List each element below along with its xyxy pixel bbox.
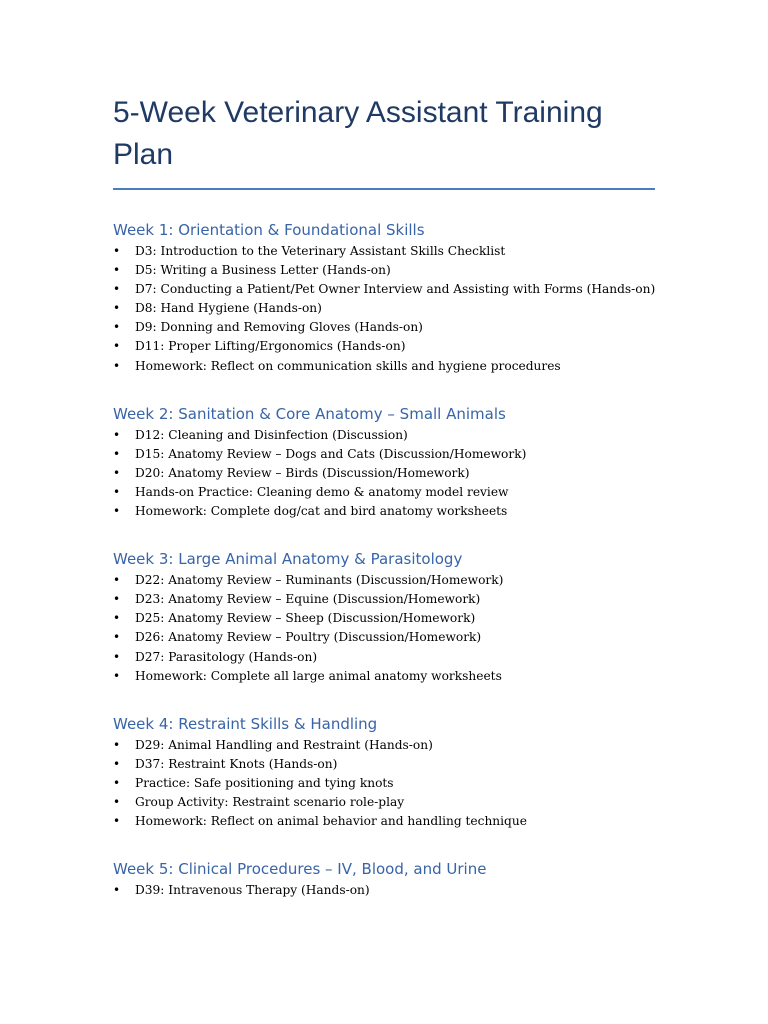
list-item xyxy=(113,571,655,590)
bullet-icon: • xyxy=(113,756,121,771)
list-item-text: D3: Introduction to the Veterinary Assistant Skills Checklist xyxy=(135,244,506,258)
list-item-text: D8: Hand Hygiene (Hands-on) xyxy=(135,301,322,316)
list-item-text: D29: Animal Handling and Restraint (Hands-on) xyxy=(135,737,433,752)
bullet-icon: • xyxy=(113,427,121,442)
bullet-icon: • xyxy=(113,446,121,461)
document-page xyxy=(113,92,655,900)
list-item xyxy=(113,793,655,812)
list-item xyxy=(113,483,655,502)
bullet-icon: • xyxy=(113,649,121,664)
list-item-text: D22: Anatomy Review – Ruminants (Discussion/Homework) xyxy=(135,573,504,588)
week-heading: Week 4: Restraint Skills & Handling xyxy=(113,714,378,733)
bullet-icon: • xyxy=(113,358,121,373)
bullet-icon: • xyxy=(113,611,121,626)
week-section-2 xyxy=(113,402,655,521)
list-item-text: D39: Intravenous Therapy (Hands-on) xyxy=(135,883,370,898)
list-item xyxy=(113,628,655,647)
list-item-text: D25: Anatomy Review – Sheep (Discussion/Homework) xyxy=(135,611,476,626)
week-item-list xyxy=(113,242,655,376)
list-item xyxy=(113,590,655,609)
list-item-text: D26: Anatomy Review – Poultry (Discussion/Homework) xyxy=(135,630,482,645)
list-item-text: D37: Restraint Knots (Hands-on) xyxy=(135,756,338,771)
list-item xyxy=(113,445,655,464)
list-item-text: D23: Anatomy Review – Equine (Discussion/Homework) xyxy=(135,592,481,607)
list-item-text: D11: Proper Lifting/Ergonomics (Hands-on) xyxy=(135,339,406,354)
list-item xyxy=(113,280,655,299)
week-heading: Week 1: Orientation & Foundational Skills xyxy=(113,221,425,239)
list-item-text: D20: Anatomy Review – Birds (Discussion/Homework) xyxy=(135,465,470,480)
list-item xyxy=(113,318,655,337)
week-item-list xyxy=(113,426,655,521)
list-item xyxy=(113,261,655,280)
list-item-text: Hands-on Practice: Cleaning demo & anatomy model review xyxy=(135,484,509,499)
bullet-icon: • xyxy=(113,282,121,297)
week-section-3 xyxy=(113,547,655,686)
bullet-icon: • xyxy=(113,301,121,316)
bullet-icon: • xyxy=(113,592,121,607)
bullet-icon: • xyxy=(113,630,121,645)
bullet-icon: • xyxy=(113,794,121,809)
week-heading: Week 5: Clinical Procedures – IV, Blood, and Urine xyxy=(113,860,487,879)
list-item xyxy=(113,464,655,483)
list-item-text: D9: Donning and Removing Gloves (Hands-on) xyxy=(135,320,423,335)
list-item xyxy=(113,755,655,774)
list-item-text: Homework: Complete all large animal anatomy worksheets xyxy=(135,668,502,683)
bullet-icon: • xyxy=(113,484,121,499)
list-item-text: D12: Cleaning and Disinfection (Discussion) xyxy=(135,427,408,442)
list-item xyxy=(113,812,655,831)
bullet-icon: • xyxy=(113,244,121,258)
list-item xyxy=(113,426,655,445)
bullet-icon: • xyxy=(113,465,121,480)
bullet-icon: • xyxy=(113,504,121,519)
list-item-text: Homework: Reflect on animal behavior and handling technique xyxy=(135,814,527,829)
list-item-text: D7: Conducting a Patient/Pet Owner Interview and Assisting with Forms (Hands-on) xyxy=(135,282,656,297)
week-heading: Week 3: Large Animal Anatomy & Parasitology xyxy=(113,550,463,569)
list-item xyxy=(113,337,655,356)
weeks-section xyxy=(113,218,655,900)
week-item-list xyxy=(113,571,655,686)
list-item xyxy=(113,736,655,755)
bullet-icon: • xyxy=(113,737,121,752)
list-item xyxy=(113,299,655,318)
list-item xyxy=(113,609,655,628)
list-item xyxy=(113,242,655,261)
week-section-5 xyxy=(113,857,655,900)
bullet-icon: • xyxy=(113,339,121,354)
list-item-text: D27: Parasitology (Hands-on) xyxy=(135,649,318,664)
list-item-text: D15: Anatomy Review – Dogs and Cats (Discussion/Homework) xyxy=(135,446,527,461)
list-item xyxy=(113,357,655,376)
bullet-icon: • xyxy=(113,668,121,683)
list-item-text: D5: Writing a Business Letter (Hands-on) xyxy=(135,263,391,278)
bullet-icon: • xyxy=(113,814,121,829)
week-section-4 xyxy=(113,712,655,831)
document-title: 5-Week Veterinary Assistant Training Plan xyxy=(113,96,603,171)
bullet-icon: • xyxy=(113,573,121,588)
bullet-icon: • xyxy=(113,320,121,335)
title-underline-divider xyxy=(113,188,655,190)
list-item-text: Homework: Reflect on communication skills and hygiene procedures xyxy=(135,358,561,373)
list-item xyxy=(113,667,655,686)
bullet-icon: • xyxy=(113,263,121,278)
bullet-icon: • xyxy=(113,883,121,898)
list-item-text: Practice: Safe positioning and tying knots xyxy=(135,775,394,790)
list-item-text: Group Activity: Restraint scenario role-play xyxy=(135,794,405,809)
week-item-list xyxy=(113,736,655,831)
list-item xyxy=(113,774,655,793)
bullet-icon: • xyxy=(113,775,121,790)
week-item-list xyxy=(113,881,655,900)
week-heading: Week 2: Sanitation & Core Anatomy – Small Animals xyxy=(113,404,506,423)
list-item xyxy=(113,648,655,667)
list-item xyxy=(113,881,655,900)
week-section-1 xyxy=(113,218,655,376)
list-item xyxy=(113,502,655,521)
list-item-text: Homework: Complete dog/cat and bird anatomy worksheets xyxy=(135,504,508,519)
